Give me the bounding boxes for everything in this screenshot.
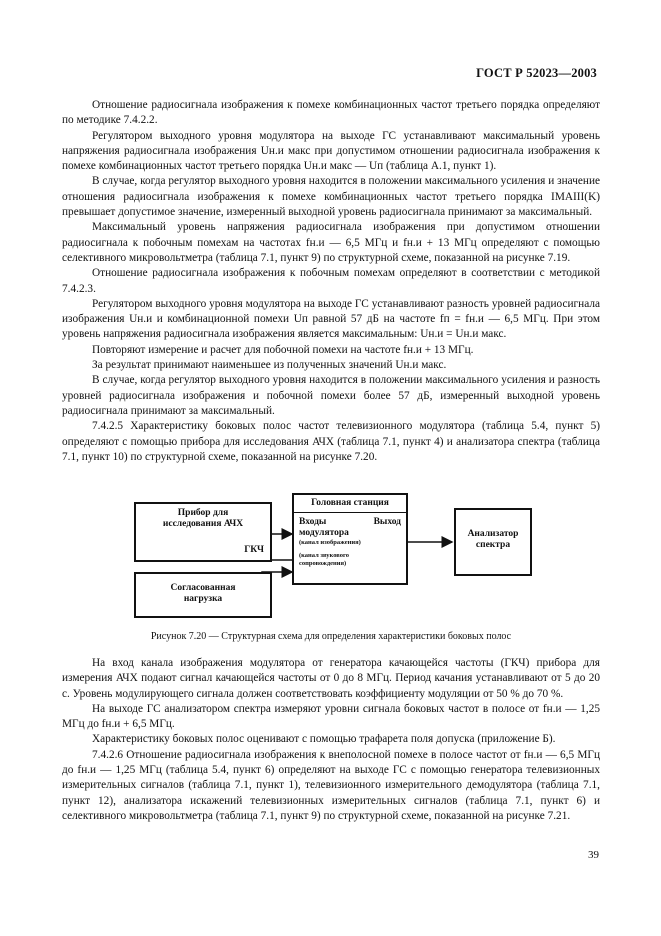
- spectrum-analyzer-box: [454, 508, 532, 576]
- gkch-label: ГКЧ: [244, 545, 264, 555]
- paragraph: Повторяют измерение и расчет для побочной помехи на частоте fн.и + 13 МГц.: [92, 343, 474, 356]
- gs-output-label: Выход: [373, 517, 401, 527]
- load-label-line1: Согласованная: [170, 583, 236, 593]
- paragraph: На вход канала изображения модулятора от генератора качающейся частоты (ГКЧ) прибора для измерения АЧХ подают сигнал качающейся частоты от 0 до 8 МГц. Период качания устанавливают от 5 до 20 с. Уровень модулирующего сигнала должен соответствовать коэффициенту модуляции от 50 % до 70 %.: [62, 657, 600, 700]
- analyzer-label-line2: спектра: [475, 540, 511, 550]
- paragraph: Регулятором выходного уровня модулятора на выходе ГС устанавливают разность уровней радиосигнала изображения Uн.и и комбинационной помехи Uп равной 57 дБ на частоте fп = fн.и — 6,5 МГц. При этом уровень напряжения радиосигнала изображения является максимальным: Uн.и = Uн.и макс.: [62, 297, 600, 341]
- paragraph: На выходе ГС анализатором спектра измеряют уровни сигнала боковых частот в полосе от fн.и — 1,25 МГц до fн.и + 6,5 МГц.: [62, 702, 600, 731]
- gs-modulator-label: модулятора: [299, 528, 349, 538]
- document-header: ГОСТ Р 52023—2003: [476, 66, 597, 80]
- achx-label-line2: исследования АЧХ: [162, 519, 244, 529]
- paragraph: В случае, когда регулятор выходного уровня находится в положении максимального усиления и разность уровней радиосигнала изображения и побочной помехи более 57 дБ, измеренный выходной уровень радиосигнала принимают за максимальный.: [62, 374, 600, 417]
- gs-inputs-label: Входы: [299, 517, 327, 527]
- paragraph: Отношение радиосигнала изображения к побочным помехам определяют в соответствии с методикой 7.4.2.3.: [62, 267, 600, 295]
- matched-load-box: [134, 572, 272, 618]
- body-text-bottom: [62, 656, 600, 824]
- figure-caption: Рисунок 7.20 — Структурная схема для определения характеристики боковых полос: [150, 631, 512, 642]
- paragraph: 7.4.2.6 Отношение радиосигнала изображения к внеполосной помехе в полосе частот от fн.и — 6,5 МГц до fн.и — 1,25 МГц (таблица 5.4, пункт 6) определяют на выходе ГС с помощью генератора телевизионных измерительных сигналов (таблица 7.1, пункт 1), телевизионного измерительного демодулятора (таблица 7.1, пункт 12), анализатора искажений телевизионных измерительных сигналов (таблица 7.1, пункт 6) и селективного микровольтметра (таблица 7.1, пункт 9) по структурной схеме, показанной на рисунке 7.21.: [62, 748, 600, 822]
- paragraph: Максимальный уровень напряжения радиосигнала изображения при допустимом отношении радиосигнала к побочным помехам на частотах fн.и — 6,5 МГц и fн.и + 13 МГц определяют с помощью селективного микровольтметра (таблица 7.1, пункт 9) по структурной схеме, показанной на рисунке 7.19.: [62, 221, 600, 264]
- body-text-top: [62, 98, 600, 465]
- achx-label-line1: Прибор для: [177, 508, 229, 518]
- paragraph: За результат принимают наименьшее из полученных значений Uн.и макс.: [92, 359, 447, 372]
- paragraph: Регулятором выходного уровня модулятора на выходе ГС устанавливают максимальный уровень напряжения радиосигнала изображения Uн.и макс при допустимом отношении радиосигнала изображения к помехе комбинационных частот третьего порядка Uн.и макс — Uп (таблица А.1, пункт 1).: [62, 129, 600, 173]
- load-label-line2: нагрузка: [183, 594, 223, 604]
- page-number: 39: [588, 849, 599, 861]
- gs-sound-channel-label-2: сопровождения): [299, 560, 347, 567]
- achx-device-box: [134, 502, 272, 562]
- head-station-box: [292, 493, 408, 585]
- gs-video-channel-label: (канал изображения): [299, 539, 361, 546]
- gs-sound-channel-label-1: (канал звукового: [299, 552, 350, 559]
- analyzer-label-line1: Анализатор: [467, 529, 519, 539]
- paragraph: Отношение радиосигнала изображения к помехе комбинационных частот третьего порядка определяют по методике 7.4.2.2.: [62, 99, 600, 127]
- paragraph: Характеристику боковых полос оценивают с помощью трафарета поля допуска (приложение Б).: [92, 733, 556, 746]
- paragraph: В случае, когда регулятор выходного уровня находится в положении максимального усиления и значение отношения радиосигнала изображения к помехе комбинационных частот третьего порядка IMAIII(K) превышает допустимое значение, измеренный выходной уровень радиосигнала принимают за максимальный.: [62, 175, 600, 219]
- gs-title: Головная станция: [311, 498, 389, 508]
- paragraph: 7.4.2.5 Характеристику боковых полос частот телевизионного модулятора (таблица 5.4, пункт 5) определяют с помощью прибора для исследования АЧХ (таблица 7.1, пункт 4) и анализатора спектра (таблица 7.1, пункт 10) по структурной схеме, показанной на рисунке 7.20.: [62, 420, 600, 463]
- block-diagram-figure: [62, 488, 600, 648]
